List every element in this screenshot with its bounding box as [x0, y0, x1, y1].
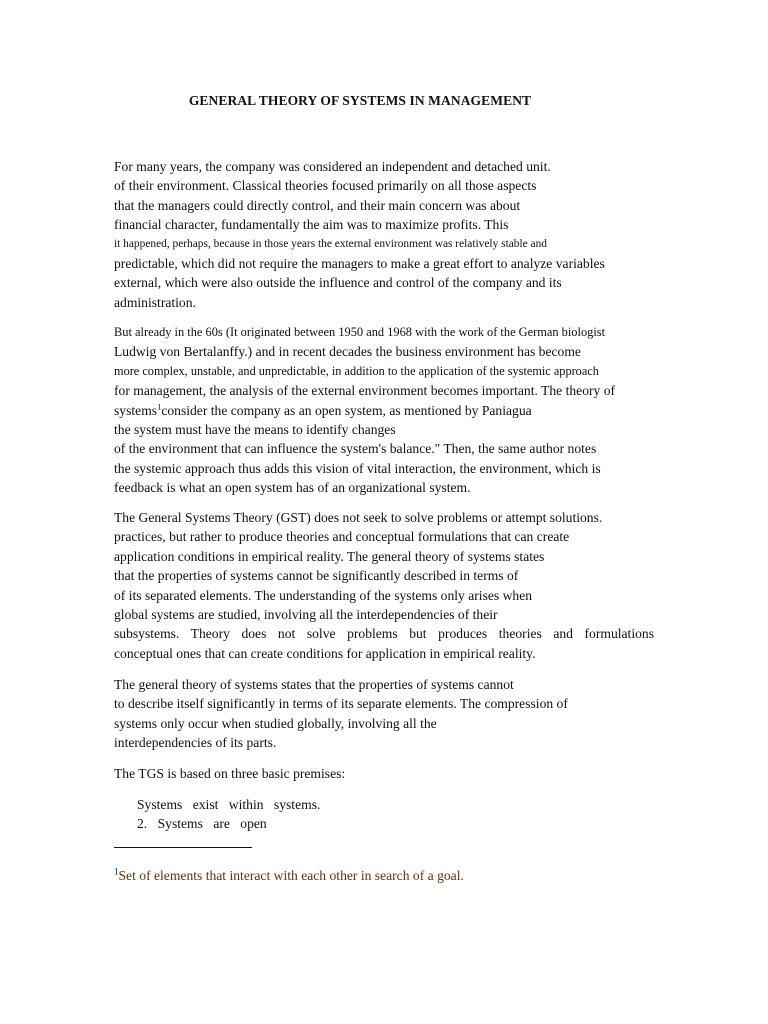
paragraph-line: The TGS is based on three basic premises:	[114, 766, 346, 781]
paragraph-5	[114, 764, 654, 783]
paragraph-line: feedback is what an open system has of an organizational system.	[114, 480, 471, 496]
paragraph-line: of the environment that can influence the system's balance." Then, the same author notes	[114, 441, 597, 457]
paragraph-line: Ludwig von Bertalanffy.) and in recent decades the business environment has become	[114, 344, 581, 360]
premises-list	[137, 795, 320, 834]
paragraph-line: conceptual ones that can create conditions for application in empirical reality.	[114, 645, 536, 661]
paragraph-line: The General Systems Theory (GST) does not seek to solve problems or attempt solutions.	[114, 510, 603, 525]
paragraph-line: practices, but rather to produce theories and conceptual formulations that can create	[114, 529, 570, 545]
list-item: Systems exist within systems.	[137, 797, 321, 812]
paragraph-line: global systems are studied, involving all the interdependencies of their	[114, 606, 498, 622]
paragraph-line: subsystems. Theory does not solve problems but produces theories and formulations	[114, 626, 654, 642]
paragraph-line: it happened, perhaps, because in those years the external environment was relatively stable and	[114, 237, 547, 250]
paragraph-line: that the managers could directly control, and their main concern was about	[114, 197, 521, 213]
footnote-reference[interactable]: 1	[157, 401, 162, 412]
paragraph-4	[114, 675, 654, 753]
paragraph-line	[114, 401, 654, 420]
paragraph-line: more complex, unstable, and unpredictable, in addition to the application of the systemic approach	[114, 363, 599, 378]
paragraph-line: But already in the 60s (It originated between 1950 and 1968 with the work of the German biologist	[114, 325, 606, 339]
paragraph-line: the systemic approach thus adds this vision of vital interaction, the environment, which is	[114, 460, 601, 476]
paragraph-line: to describe itself significantly in terms of its separate elements. The compression of	[114, 696, 568, 712]
footnote-marker: 1	[114, 866, 119, 877]
paragraph-line: external, which were also outside the influence and control of the company and its	[114, 275, 562, 291]
paragraph-2	[114, 323, 654, 498]
paragraph-line: that the properties of systems cannot be significantly described in terms of	[114, 568, 519, 584]
paragraph-1	[114, 157, 654, 312]
paragraph-text: consider the company as an open system, as mentioned by Paniagua	[161, 402, 532, 418]
paragraph-line: predictable, which did not require the managers to make a great effort to analyze variables	[114, 255, 605, 271]
paragraph-line: application conditions in empirical reality. The general theory of systems states	[114, 548, 545, 564]
document-title: GENERAL THEORY OF SYSTEMS IN MANAGEMENT	[188, 93, 532, 108]
paragraph-3	[114, 508, 654, 663]
paragraph-line: administration.	[114, 294, 196, 310]
paragraph-line: of their environment. Classical theories focused primarily on all those aspects	[114, 178, 537, 194]
paragraph-line: interdependencies of its parts.	[114, 735, 277, 751]
paragraph-line: of its separated elements. The understanding of the systems only arises when	[114, 587, 533, 603]
paragraph-line: systems only occur when studied globally, involving all the	[114, 715, 437, 731]
footnote-separator	[114, 847, 252, 848]
paragraph-line: financial character, fundamentally the aim was to maximize profits. This	[114, 217, 509, 233]
paragraph-line: The general theory of systems states that the properties of systems cannot	[114, 677, 514, 692]
paragraph-line: For many years, the company was considered an independent and detached unit.	[114, 159, 551, 174]
footnote	[114, 866, 464, 885]
list-item: 2. Systems are open	[137, 816, 267, 832]
paragraph-line: the system must have the means to identify changes	[114, 421, 396, 437]
paragraph-text: systems	[114, 402, 158, 418]
paragraph-line: for management, the analysis of the external environment becomes important. The theory of	[114, 383, 616, 399]
footnote-text: Set of elements that interact with each other in search of a goal.	[118, 868, 464, 883]
